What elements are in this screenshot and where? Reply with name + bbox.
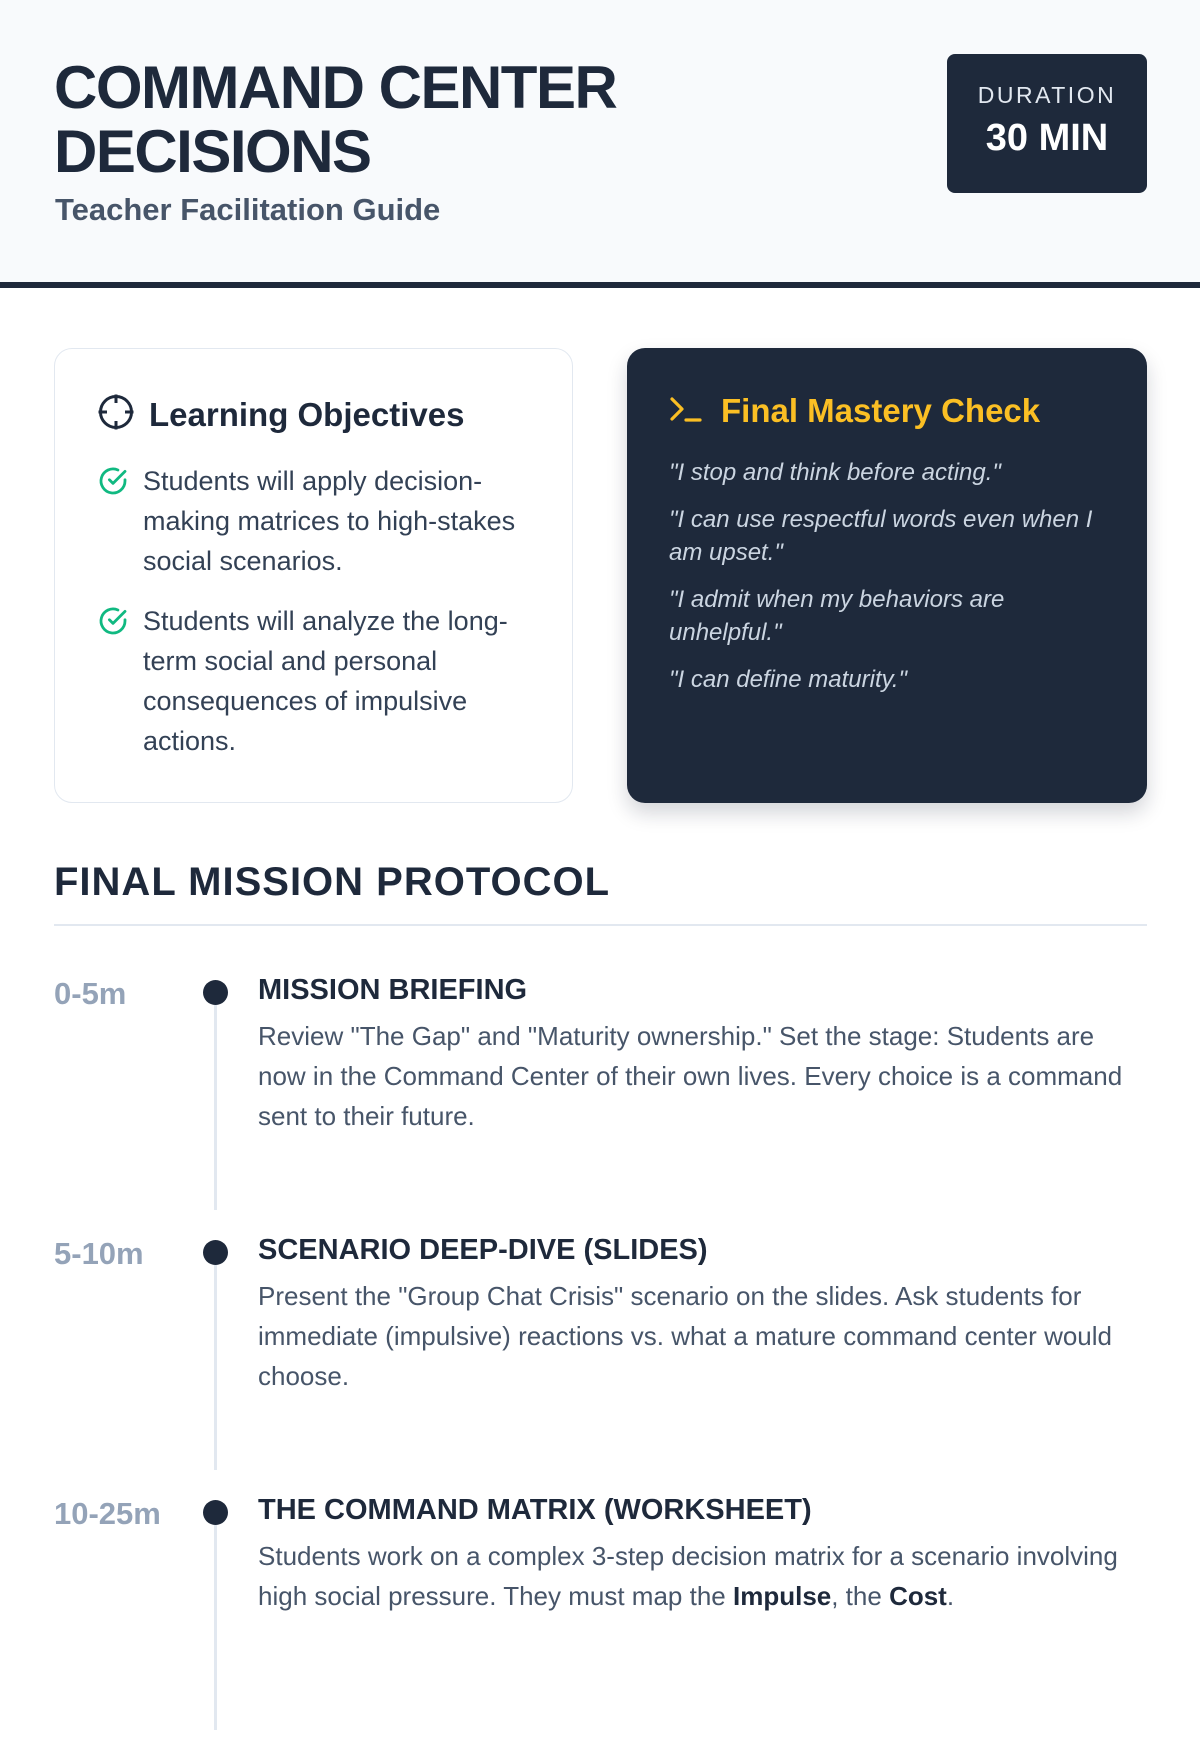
duration-value: 30 MIN (985, 117, 1109, 159)
description-text: Students work on a complex 3-step decision matrix for a scenario involving high social pressure. They must map the (258, 1541, 1118, 1611)
page-title: COMMAND CENTER DECISIONS (54, 54, 617, 185)
objective-text: Students will analyze the long-term social and personal consequences of impulsive actions. (143, 606, 508, 756)
step-time: 0-5m (54, 976, 127, 1011)
timeline-line (214, 1250, 217, 1470)
step-time: 5-10m (54, 1236, 144, 1271)
timeline-dot (203, 980, 228, 1005)
timeline-dot (203, 1500, 228, 1525)
timeline-step-scenario (0, 1230, 1200, 1490)
description-text: , the (831, 1581, 890, 1611)
mastery-quote: "I admit when my behaviors are unhelpful." (669, 586, 1005, 646)
timeline-dot (203, 1240, 228, 1265)
step-title: SCENARIO DEEP-DIVE (SLIDES) (258, 1234, 708, 1266)
mastery-quote: "I can define maturity." (669, 666, 908, 693)
step-description (258, 1536, 1138, 1616)
cost-term: Cost (889, 1581, 947, 1611)
mastery-quote: "I stop and think before acting." (669, 459, 1001, 486)
step-description: Review "The Gap" and "Maturity ownership." Set the stage: Students are now in the Command Center of their own lives. Every choice is a command sent to their future. (258, 1021, 1123, 1131)
step-title: THE COMMAND MATRIX (WORKSHEET) (258, 1494, 812, 1526)
learning-objectives-title: Learning Objectives (149, 395, 465, 433)
objective-text: Students will apply decision-making matrices to high-stakes social scenarios. (143, 466, 516, 576)
timeline-line (214, 990, 217, 1210)
timeline-step-briefing (0, 970, 1200, 1230)
step-time: 10-25m (54, 1496, 161, 1531)
step-description: Present the "Group Chat Crisis" scenario on the slides. Ask students for immediate (impulsive) reactions vs. what a mature command center would choose. (258, 1281, 1113, 1391)
mastery-check-title: Final Mastery Check (721, 392, 1041, 429)
page-subtitle: Teacher Facilitation Guide (55, 192, 441, 227)
section-title: FINAL MISSION PROTOCOL (54, 860, 611, 904)
impulse-term: Impulse (732, 1581, 832, 1611)
step-title: MISSION BRIEFING (258, 974, 528, 1006)
mastery-quote: "I can use respectful words even when I am upset." (669, 506, 1093, 566)
timeline-line (214, 1510, 217, 1730)
timeline-step-matrix (0, 1490, 1200, 1750)
description-text: . (946, 1581, 955, 1611)
duration-label: DURATION (977, 82, 1117, 108)
